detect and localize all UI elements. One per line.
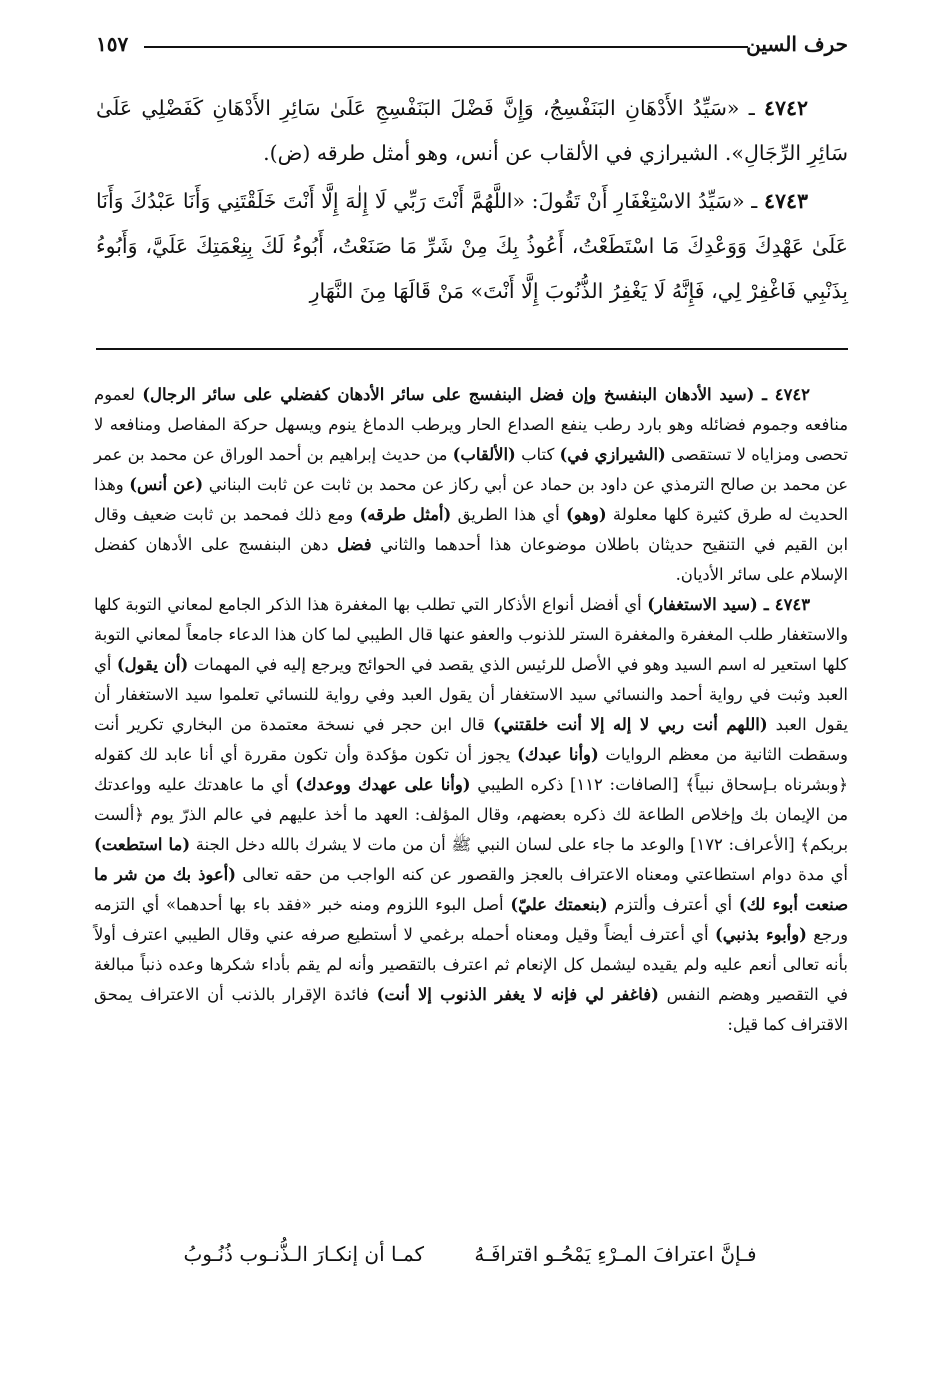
commentary-bold: (سيد الاستغفار) <box>647 595 758 614</box>
commentary-bold: (اللهم أنت ربي لا إله إلا أنت خلقتني) <box>492 715 768 734</box>
commentary-bold: (أعوذ بك من شر ما صنعت أبوء لك) <box>94 865 848 914</box>
commentary-text: وهذا الحديث له طرق كثيرة كلها معلولة <box>94 475 849 524</box>
first-hemistich: فـإنَّ اعترافَ المـرْءِ يَمْحُـو اقترافَـهُ <box>474 1242 757 1266</box>
commentary-bold: (أن يقول) <box>116 655 189 674</box>
commentary-bold: (الألقاب) <box>452 445 516 464</box>
commentary-text: أي العبد وثبت في رواية أحمد والنسائي سيد الاستغفار أن يقول العبد وفي رواية للنسائي تعلموا سيد الاستغفار أن يقول العبد <box>94 655 849 734</box>
second-hemistich: كمـا أن إنكـارَ الـذُّنـوب ذُنُـوبُ <box>183 1242 425 1266</box>
poem-verse <box>150 1234 790 1274</box>
hadith-body: «سَيِّدُ الأَدْهَانِ البَنَفْسِجُ، وَإِنَّ فَضْلَ البَنَفْسِجِ عَلَىٰ سَائِرِ الأَدْهَانِ كَفَضْلِي عَلَىٰ سَائِرِ الرِّجَالِ». الشيرازي في الألقاب عن أنس، وهو أمثل طرقه (ض). <box>96 96 848 165</box>
commentary-text: أصل البوء اللزوم ومنه خبر «فقد باء بها أحدهما» أي التزمه ورجع <box>94 895 848 944</box>
commentary-bold: (وأنا على عهدك ووعدك) <box>295 775 471 794</box>
commentary <box>94 380 848 1046</box>
commentary-text: فائدة الإقرار بالذنب أن الاعتراف يمحق الاقتراف كما قيل: <box>94 985 848 1034</box>
commentary-bold: (ما استطعت) <box>94 835 191 854</box>
hadith-entry <box>96 86 848 176</box>
commentary-text: من حديث إبراهيم بن أحمد الوراق عن محمد بن عمر عن محمد بن صالح الترمذي عن داود بن حماد عن أبي ركاز عن محمد بن ثابت عن ثابت البناني <box>94 445 848 494</box>
entry-dash: ـ <box>739 96 764 120</box>
hadith-text <box>96 86 848 317</box>
commentary-bold: (وهو) <box>566 505 607 524</box>
commentary-text: أي ما عاهدتك عليه وواعدتك من الإيمان بك وإخلاص الطاعة لك ذكره بعضهم، وقال المؤلف: العهد ما أخذ عليهم في عالم الذرّ يوم ﴿ألست بربكم﴾ [الأعراف: ١٧٢] والوعد ما جاء على لسان النبي ﷺ أن من مات لا يشرك بالله دخل الجنة <box>94 775 849 854</box>
commentary-text: أي أعترف أيضاً وقيل ومعناه أحمله برغمي لا أستطيع صرفه عني وقال الطيبي اعترف أولاً بأنه تعالى أنعم عليه ولم يقيده ليشمل كل الإنعام ثم اعترف بالتقصير وأنه لم يقم بأداء شكرها وعده ذنباً مبالغة في التقصير وهضم النفس <box>94 925 848 1004</box>
commentary-bold: فضل <box>337 535 372 554</box>
page-number: ١٥٧ <box>96 32 129 56</box>
header-rule <box>144 46 748 48</box>
commentary-text: أي أفضل أنواع الأذكار التي تطلب بها المغفرة هذا الذكر الجامع لمعاني التوبة كلها والاستغفار طلب المغفرة والمغفرة الستر للذنوب والعفو عنها قال الطيبي لما كان هذا الدعاء جامعاً لمعاني التوبة كلها استعير له اسم السيد وهو في الأصل للرئيس الذي يقصد في الحوائج ويرجع إليه في المهمات <box>94 595 848 674</box>
commentary-paragraph <box>94 380 848 590</box>
commentary-paragraph <box>94 590 848 1040</box>
commentary-text: قال ابن حجر في نسخة معتمدة من البخاري تكرير أنت وسقطت الثانية من معظم الروايات <box>94 715 848 764</box>
hadith-number: ٤٧٤٢ <box>763 96 808 120</box>
commentary-text: أي هذا الطريق <box>451 505 567 524</box>
commentary-text: يجوز أن تكون مؤكدة وأن تكون مقررة أي أنا عابد لك كقوله ﴿وبشرناه بـإسحاق نبياً﴾ [الصافات: ١١٢] ذكره الطيبي <box>94 745 848 794</box>
commentary-bold: (فاغفر لي فإنه لا يغفر الذنوب إلا أنت) <box>376 985 659 1004</box>
hadith-number: ٤٧٤٣ <box>763 189 808 213</box>
section-divider <box>96 348 848 350</box>
commentary-text: أي مدة دوام استطاعتي ومعناه الاعتراف بالعجز والقصور عن كنه الواجب من حقه تعالى <box>235 865 848 884</box>
hadith-body: «سَيِّدُ الاسْتِغْفَارِ أَنْ تَقُولَ: «اللَّهُمَّ أَنْتَ رَبِّي لَا إِلٰهَ إِلَّا أَنْتَ خَلَقْتَنِي وَأَنَا عَبْدُكَ وَأَنَا عَلَىٰ عَهْدِكَ وَوَعْدِكَ مَا اسْتَطَعْتُ، أَعُوذُ بِكَ مِنْ شَرِّ مَا صَنَعْتُ، أَبُوءُ لَكَ بِنِعْمَتِكَ عَلَيَّ، وَأَبُوءُ بِذَنْبِي فَاغْفِرْ لِي، فَإِنَّهُ لَا يَغْفِرُ الذُّنُوبَ إِلَّا أَنْتَ» مَنْ قَالَهَا مِنَ النَّهَارِ <box>96 189 848 303</box>
commentary-bold: (وأنا عبدك) <box>517 745 599 764</box>
commentary-bold: (عن أنس) <box>129 475 204 494</box>
commentary-heading: ٤٧٤٢ ـ (سيد الأدهان البنفسخ وإن فضل البنفسج على سائر الأدهان كفضلي على سائر الرجال) <box>142 385 810 404</box>
entry-dash: ـ <box>744 189 764 213</box>
commentary-bold: (أمثل طرقه) <box>359 505 452 524</box>
commentary-text: دهن البنفسج على الأدهان كفضل الإسلام على سائر الأديان. <box>94 535 848 584</box>
commentary-text: لعموم منافعه وجموم فضائله وهو بارد رطب ينفع الصداع الحار ويرطب الدماغ ينوم ويسهل حركة المفاصل ومنافعه لا تحصى ومزاياه لا تستقصى <box>94 385 848 464</box>
commentary-text: كتاب <box>515 445 560 464</box>
commentary-text: أي أعترف وألتزم <box>607 895 739 914</box>
commentary-text: ومع ذلك فمحمد بن ثابت ضعيف وقال ابن القيم في التنقيح حديثان باطلان موضوعان هذا أحدهما والثاني <box>94 505 849 554</box>
commentary-bold: (الشيرازي في) <box>559 445 666 464</box>
commentary-bold: (وأبوء بذنبي) <box>714 925 807 944</box>
commentary-bold: (بنعمتك عليّ) <box>510 895 608 914</box>
running-title: حرف السين <box>746 32 848 56</box>
page-header <box>96 30 848 66</box>
commentary-number: ٤٧٤٣ ـ <box>757 595 810 614</box>
hadith-entry <box>96 179 848 314</box>
